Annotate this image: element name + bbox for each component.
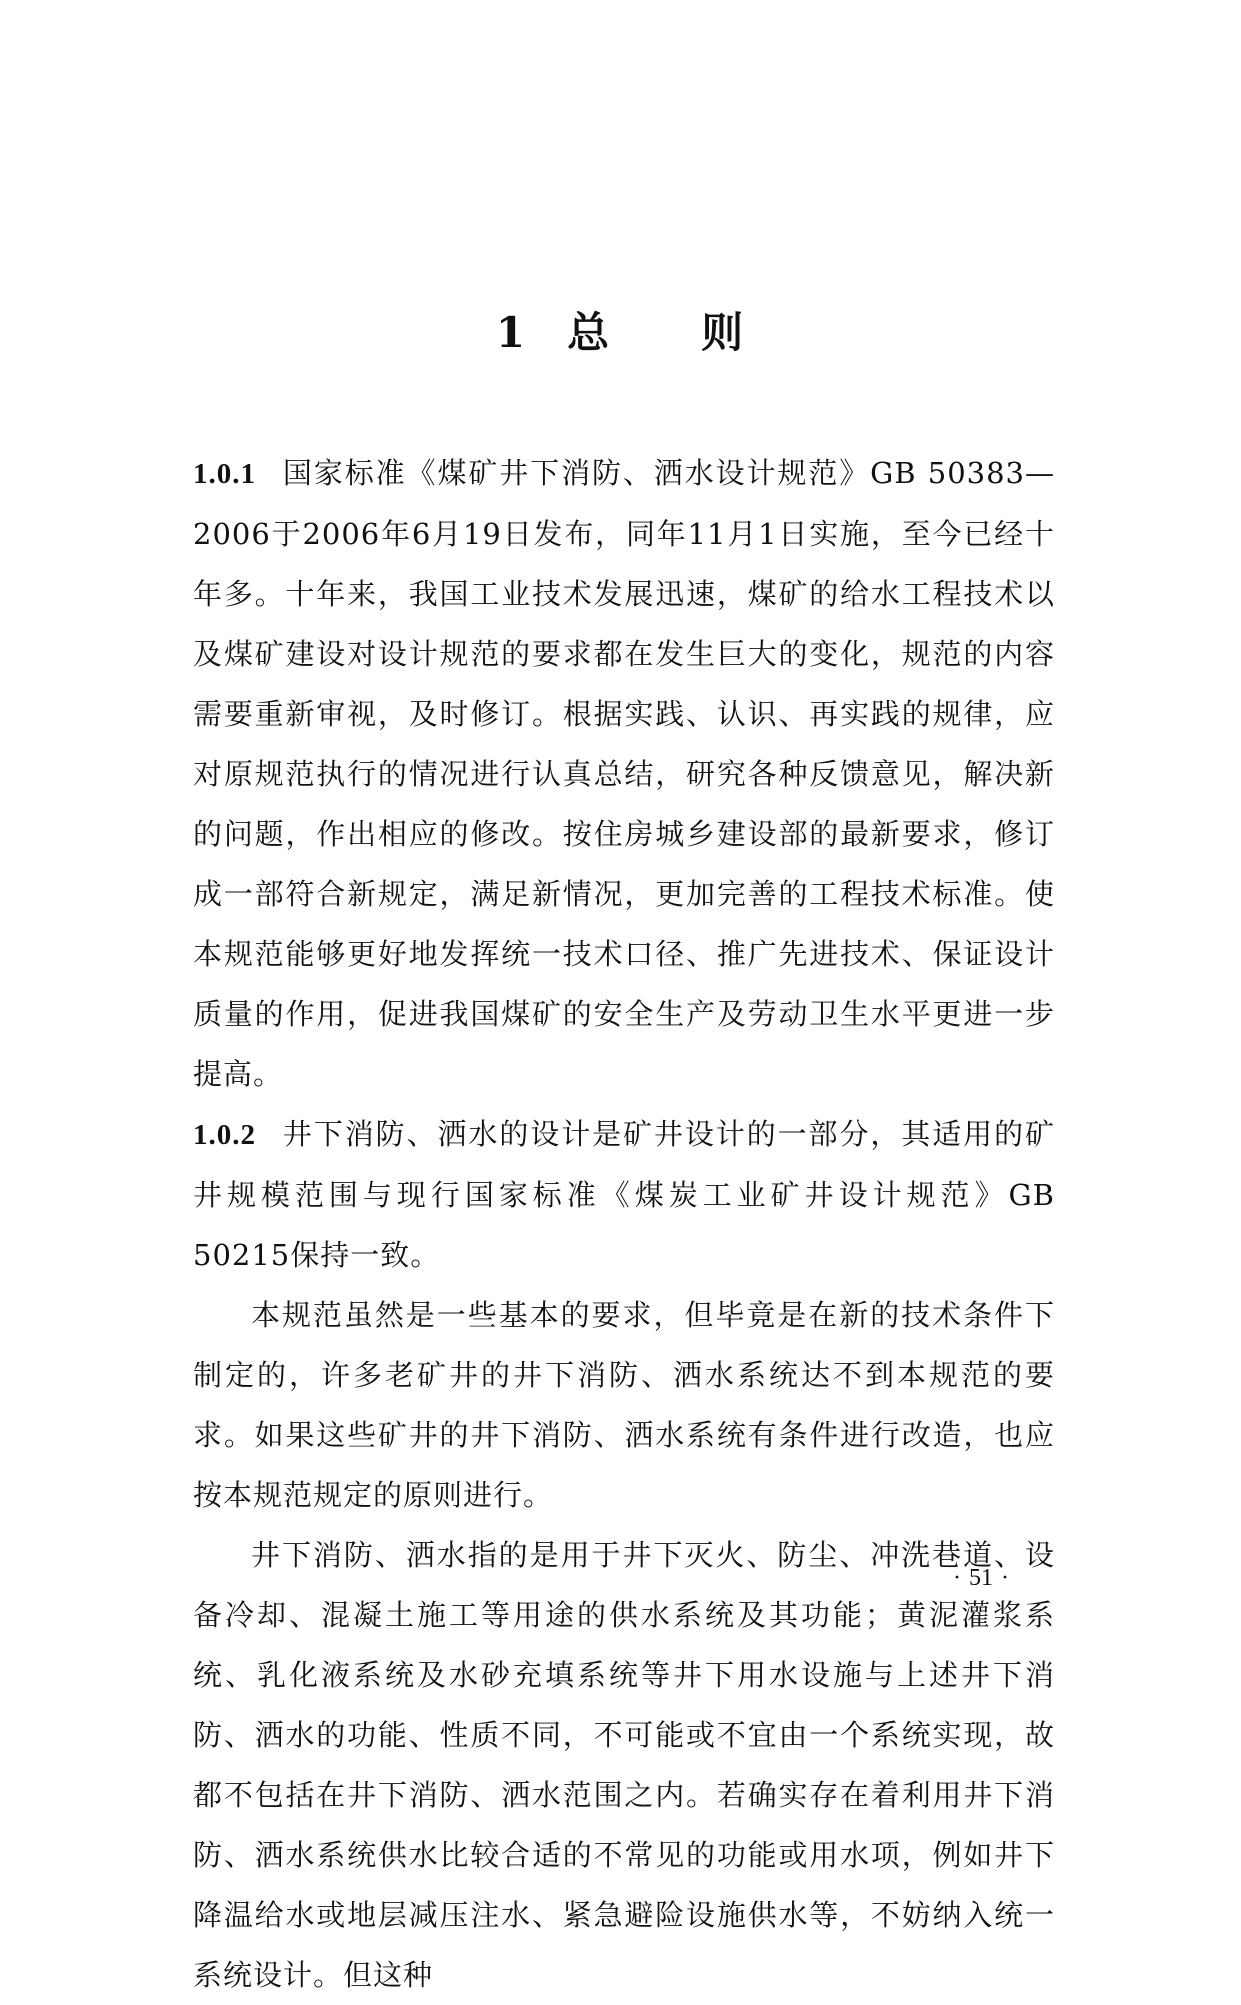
page-number: · 51 · xyxy=(953,1565,1009,1591)
clause-number: 1.0.2 xyxy=(193,1119,256,1151)
paragraph: 本规范虽然是一些基本的要求，但毕竟是在新的技术条件下制定的，许多老矿井的井下消防、洒水系统达不到本规范的要求。如果这些矿井的井下消防、洒水系统有条件进行改造，也应按本规范规定的原则进行。 xyxy=(193,1298,1055,1512)
chapter-title-char-2: 则 xyxy=(701,308,746,357)
body-text xyxy=(193,443,1055,2005)
chapter-title xyxy=(0,300,1241,360)
chapter-title-char-1: 总 xyxy=(567,308,612,357)
clause-1-0-2 xyxy=(193,1104,1055,1285)
page-number-value: 51 xyxy=(969,1565,993,1591)
clause-text: 井下消防、洒水的设计是矿井设计的一部分，其适用的矿井规模范围与现行国家标准《煤炭工业矿井设计规范》GB 50215保持一致。 xyxy=(193,1117,1055,1272)
clause-text: 国家标准《煤矿井下消防、洒水设计规范》GB 50383—2006于2006年6月19日发布，同年11月1日实施，至今已经十年多。十年来，我国工业技术发展迅速，煤矿的给水工程技术以及煤矿建设对设计规范的要求都在发生巨大的变化，规范的内容需要重新审视，及时修订。根据实践、认识、再实践的规律，应对原规范执行的情况进行认真总结，研究各种反馈意见，解决新的问题，作出相应的修改。按住房城乡建设部的最新要求，修订成一部符合新规定，满足新情况，更加完善的工程技术标准。使本规范能够更好地发挥统一技术口径、推广先进技术、保证设计质量的作用，促进我国煤矿的安全生产及劳动卫生水平更进一步提高。 xyxy=(193,456,1055,1091)
paragraph: 井下消防、洒水指的是用于井下灭火、防尘、冲洗巷道、设备冷却、混凝土施工等用途的供水系统及其功能；黄泥灌浆系统、乳化液系统及水砂充填系统等井下用水设施与上述井下消防、洒水的功能、性质不同，不可能或不宜由一个系统实现，故都不包括在井下消防、洒水范围之内。若确实存在着利用井下消防、洒水系统供水比较合适的不常见的功能或用水项，例如井下降温给水或地层减压注水、紧急避险设施供水等，不妨纳入统一系统设计。但这种 xyxy=(193,1538,1055,1992)
chapter-number: 1 xyxy=(495,308,528,357)
clause-number: 1.0.1 xyxy=(193,458,256,490)
clause-1-0-1 xyxy=(193,443,1055,1104)
